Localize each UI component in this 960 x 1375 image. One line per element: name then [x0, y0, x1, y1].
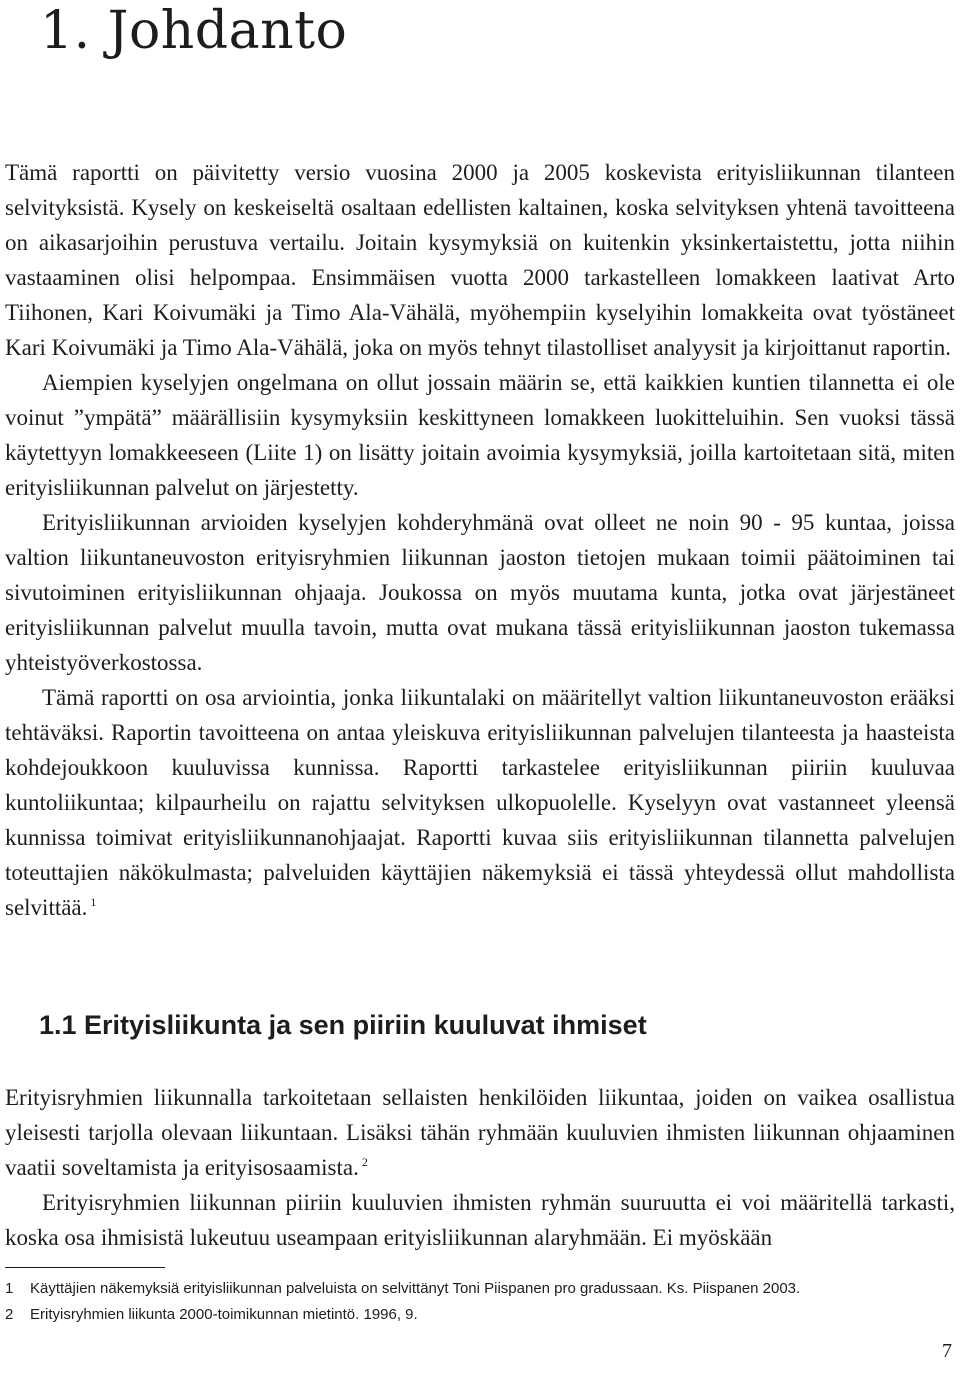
paragraph: Erityisryhmien liikunnan piiriin kuuluvien ihmisten ryhmän suuruutta ei voi määritellä tarkasti, koska osa ihmisistä lukeutuu useampaan erityisliikunnan alaryhmään. Ei myöskään — [5, 1190, 955, 1250]
footnotes — [5, 1276, 960, 1328]
section-body — [5, 1080, 955, 1255]
paragraph: Aiempien kyselyjen ongelmana on ollut jossain määrin se, että kaikkien kuntien tilannetta ei ole voinut ”ympätä” määrällisiin kysymyksiin keskittyneen lomakkeen luokitteluihin. Sen vuoksi tässä käytettyyn lomakkeeseen (Liite 1) on lisätty joitain avoimia kysymyksiä, joilla kartoitetaan sitä, miten erityisliikunnan palvelut on järjestetty. — [5, 370, 955, 500]
paragraph-text: Tämä raportti on osa arviointia, jonka liikuntalaki on määritellyt valtion liikuntaneuvoston erääksi tehtäväksi. Raportin tavoitteena on antaa yleiskuva erityisliikunnan palvelujen tilanteesta ja haasteista kohdejoukkoon kuuluvissa kunnissa. Raportti tarkastelee erityisliikunnan piiriin kuuluvaa kuntoliikuntaa; kilpaurheilu on rajattu selvityksen ulkopuolelle. Kyselyyn ovat vastanneet yleensä kunnissa toimivat erityisliikunnanohjaajat. Raportti kuvaa siis erityisliikunnan tilannetta palvelujen toteuttajien näkökulmasta; palveluiden käyttäjien näkemyksiä ei tässä yhteydessä ollut mahdollista selvittää. — [5, 685, 955, 920]
footnote-number: 1 — [5, 1280, 14, 1297]
footnote-number: 2 — [5, 1306, 14, 1323]
footnote-reference[interactable]: 2 — [361, 1155, 368, 1170]
footnote-text: Käyttäjien näkemyksiä erityisliikunnan palveluista on selvittänyt Toni Piispanen pro gradussaan. Ks. Piispanen 2003. — [30, 1280, 801, 1297]
footnote — [5, 1302, 960, 1328]
footnote-text: Erityisryhmien liikunta 2000-toimikunnan mietintö. 1996, 9. — [30, 1306, 418, 1323]
chapter-title: 1. Johdanto — [40, 1, 348, 61]
paragraph: Tämä raportti on päivitetty versio vuosina 2000 ja 2005 koskevista erityisliikunnan tilanteen selvityksistä. Kysely on keskeiseltä osaltaan edellisten kaltainen, koska selvityksen yhtenä tavoitteena on aikasarjoihin perustuva vertailu. Joitain kysymyksiä on kuitenkin yksinkertaistettu, jotta niihin vastaaminen olisi helpompaa. Ensimmäisen vuotta 2000 tarkastelleen lomakkeen laativat Arto Tiihonen, Kari Koivumäki ja Timo Ala-Vähälä, myöhempiin kyselyihin lomakkeita ovat työstäneet Kari Koivumäki ja Timo Ala-Vähälä, joka on myös tehnyt tilastolliset analyysit ja kirjoittanut raportin. — [5, 160, 955, 360]
footnote-divider — [5, 1267, 165, 1268]
paragraph — [5, 680, 955, 925]
page-number: 7 — [942, 1340, 952, 1362]
footnote — [5, 1276, 960, 1302]
section-heading: 1.1 Erityisliikunta ja sen piiriin kuuluvat ihmiset — [39, 1010, 647, 1040]
paragraph: Erityisliikunnan arvioiden kyselyjen kohderyhmänä ovat olleet ne noin 90 - 95 kuntaa, joissa valtion liikuntaneuvoston erityisryhmien liikunnan jaoston tietojen mukaan toimii päätoiminen tai sivutoiminen erityisliikunnan ohjaaja. Joukossa on myös muutama kunta, jotka ovat järjestäneet erityisliikunnan palvelut muulla tavoin, mutta ovat mukana tässä erityisliikunnan jaoston tukemassa yhteistyöverkostossa. — [5, 510, 955, 675]
intro-section — [5, 155, 955, 925]
footnote-reference[interactable]: 1 — [90, 895, 97, 910]
paragraph-text: Erityisryhmien liikunnalla tarkoitetaan sellaisten henkilöiden liikuntaa, joiden on vaikea osallistua yleisesti tarjolla olevaan liikuntaan. Lisäksi tähän ryhmään kuuluvien ihmisten liikunnan ohjaaminen vaatii soveltamista ja erityisosaamista. — [5, 1085, 955, 1180]
paragraph — [5, 1080, 955, 1185]
